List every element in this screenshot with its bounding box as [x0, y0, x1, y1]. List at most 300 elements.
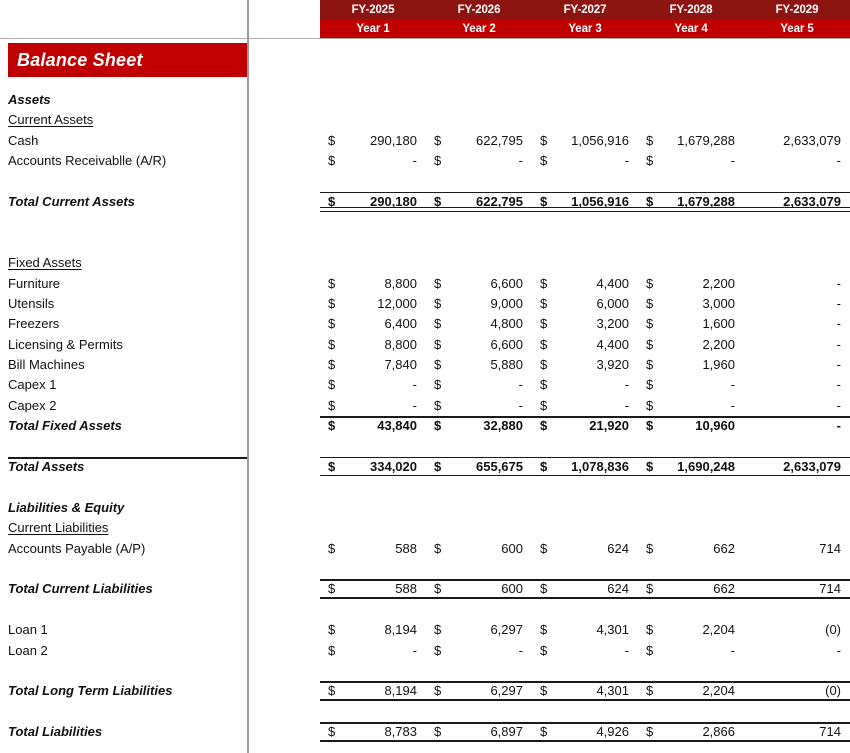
cell: [426, 681, 532, 701]
cell: [320, 396, 426, 416]
cell: [744, 192, 850, 212]
cell: [638, 274, 744, 294]
spacer-row: [0, 600, 850, 620]
row-values-total-long-term-liabilities: [320, 681, 850, 701]
cell-value: 600: [501, 581, 523, 597]
cell-value: -: [836, 418, 841, 434]
cell: [426, 314, 532, 334]
cell: [532, 681, 638, 701]
row-label-loan-1: Loan 1: [8, 622, 48, 638]
currency-symbol: $: [434, 622, 442, 638]
cell: [638, 335, 744, 355]
cell-value: -: [412, 397, 417, 413]
cell: [744, 681, 850, 701]
currency-symbol: $: [328, 622, 336, 638]
cell: [638, 375, 744, 395]
currency-symbol: $: [540, 540, 548, 556]
currency-symbol: $: [434, 275, 442, 291]
cell: [638, 396, 744, 416]
cell-value: 1,679,288: [677, 132, 735, 148]
table-row: [0, 579, 850, 599]
cell: [320, 641, 426, 661]
row-values-total-fixed-assets: [320, 416, 850, 436]
currency-symbol: $: [434, 336, 442, 352]
cell-value: -: [730, 153, 735, 169]
currency-symbol: $: [646, 581, 654, 597]
currency-symbol: $: [540, 153, 548, 169]
cell-value: 624: [607, 540, 629, 556]
header-bottom-rule: [0, 38, 850, 39]
cell: [532, 641, 638, 661]
table-row: [0, 314, 850, 334]
cell: [426, 335, 532, 355]
cell-value: -: [836, 397, 841, 413]
cell-value: 714: [819, 724, 841, 740]
cell: [320, 375, 426, 395]
currency-symbol: $: [646, 540, 654, 556]
cell-value: 3,000: [702, 295, 735, 311]
cell-value: -: [836, 295, 841, 311]
cell: [532, 620, 638, 640]
cell: [638, 416, 744, 436]
cell-value: 600: [501, 540, 523, 556]
year-column-headers: [320, 0, 850, 38]
row-label-total-fixed-assets: Total Fixed Assets: [8, 418, 122, 434]
cell: [532, 192, 638, 212]
cell-value: 2,200: [702, 275, 735, 291]
cell-value: 2,204: [702, 683, 735, 699]
currency-symbol: $: [328, 357, 336, 373]
cell-value: -: [412, 153, 417, 169]
cell: [744, 151, 850, 171]
cell: [744, 274, 850, 294]
currency-symbol: $: [434, 397, 442, 413]
table-row: [0, 294, 850, 314]
cell-value: 8,783: [384, 724, 417, 740]
cell-value: 2,633,079: [783, 132, 841, 148]
currency-symbol: $: [328, 275, 336, 291]
cell: [320, 416, 426, 436]
cell-value: 8,194: [384, 683, 417, 699]
cell: [532, 375, 638, 395]
currency-symbol: $: [646, 683, 654, 699]
cell-value: -: [412, 377, 417, 393]
cell: [320, 620, 426, 640]
currency-symbol: $: [646, 357, 654, 373]
currency-symbol: $: [434, 540, 442, 556]
row-values-total-assets: [320, 457, 850, 477]
currency-symbol: $: [646, 132, 654, 148]
cell: [532, 355, 638, 375]
currency-symbol: $: [646, 295, 654, 311]
cell: [320, 314, 426, 334]
currency-symbol: $: [328, 683, 336, 699]
row-values-accounts-receivable: [320, 151, 850, 171]
currency-symbol: $: [646, 724, 654, 740]
row-label-freezers: Freezers: [8, 316, 60, 332]
cell: [638, 539, 744, 559]
row-values-cash: [320, 131, 850, 151]
cell: [426, 722, 532, 742]
cell: [320, 131, 426, 151]
year-label-header: Year 3: [568, 22, 602, 35]
cell-value: 2,866: [702, 724, 735, 740]
year-label-header: Year 4: [674, 22, 708, 35]
currency-symbol: $: [434, 153, 442, 169]
cell: [638, 641, 744, 661]
spacer-row: [0, 477, 850, 497]
cell-value: 8,800: [384, 275, 417, 291]
currency-symbol: $: [328, 377, 336, 393]
cell-value: -: [518, 397, 523, 413]
spacer-row: [0, 172, 850, 192]
currency-symbol: $: [646, 193, 654, 209]
cell: [744, 375, 850, 395]
row-values-licensing-permits: [320, 335, 850, 355]
cell-value: 4,301: [596, 683, 629, 699]
spacer-row: [0, 437, 850, 457]
currency-symbol: $: [328, 642, 336, 658]
currency-symbol: $: [328, 316, 336, 332]
cell: [426, 579, 532, 599]
currency-symbol: $: [434, 581, 442, 597]
cell: [532, 396, 638, 416]
table-row: [0, 416, 850, 436]
cell-value: -: [836, 357, 841, 373]
cell-value: -: [730, 397, 735, 413]
currency-symbol: $: [328, 459, 336, 475]
cell-value: 290,180: [370, 193, 417, 209]
cell-value: 4,400: [596, 275, 629, 291]
cell-value: 4,926: [596, 724, 629, 740]
currency-symbol: $: [646, 275, 654, 291]
cell: [320, 722, 426, 742]
currency-symbol: $: [540, 377, 548, 393]
cell: [638, 457, 744, 477]
table-row: [0, 192, 850, 212]
cell: [532, 722, 638, 742]
cell-value: -: [412, 642, 417, 658]
currency-symbol: $: [540, 275, 548, 291]
currency-symbol: $: [328, 540, 336, 556]
currency-symbol: $: [540, 459, 548, 475]
cell: [532, 274, 638, 294]
cell: [744, 579, 850, 599]
currency-symbol: $: [434, 459, 442, 475]
cell-value: 12,000: [377, 295, 417, 311]
cell: [532, 131, 638, 151]
row-label-total-long-term-liabilities: Total Long Term Liabilities: [8, 683, 173, 699]
cell-value: 6,600: [490, 336, 523, 352]
cell: [744, 335, 850, 355]
table-row: [0, 375, 850, 395]
cell-value: 10,960: [695, 418, 735, 434]
row-values-freezers: [320, 314, 850, 334]
cell: [532, 539, 638, 559]
row-label-total-current-liabilities: Total Current Liabilities: [8, 581, 153, 597]
cell-value: 334,020: [370, 459, 417, 475]
cell: [320, 192, 426, 212]
currency-symbol: $: [434, 418, 442, 434]
cell-value: 714: [819, 540, 841, 556]
row-label-total-current-assets: Total Current Assets: [8, 193, 135, 209]
currency-symbol: $: [434, 132, 442, 148]
cell: [744, 539, 850, 559]
row-label-current-liabilities: Current Liabilities: [8, 520, 109, 536]
cell: [532, 335, 638, 355]
cell-value: 21,920: [589, 418, 629, 434]
cell-value: 9,000: [490, 295, 523, 311]
cell-value: 622,795: [476, 132, 523, 148]
cell-value: 1,679,288: [677, 193, 735, 209]
cell: [426, 416, 532, 436]
cell: [320, 294, 426, 314]
currency-symbol: $: [328, 295, 336, 311]
row-values-capex-1: [320, 375, 850, 395]
cell: [744, 457, 850, 477]
cell-value: 6,000: [596, 295, 629, 311]
cell: [638, 722, 744, 742]
cell-value: -: [624, 642, 629, 658]
cell-value: 6,897: [490, 724, 523, 740]
cell-value: 4,800: [490, 316, 523, 332]
cell-value: -: [730, 377, 735, 393]
currency-symbol: $: [328, 724, 336, 740]
table-row: [0, 539, 850, 559]
table-row: [0, 335, 850, 355]
cell: [638, 681, 744, 701]
cell-value: -: [730, 642, 735, 658]
currency-symbol: $: [328, 397, 336, 413]
cell-value: 624: [607, 581, 629, 597]
row-values-total-current-assets: [320, 192, 850, 212]
fiscal-year-header: FY-2029: [775, 3, 819, 16]
cell-value: -: [624, 377, 629, 393]
cell-value: 7,840: [384, 357, 417, 373]
currency-symbol: $: [540, 683, 548, 699]
cell-value: -: [624, 153, 629, 169]
cell: [426, 457, 532, 477]
cell-value: 1,690,248: [677, 459, 735, 475]
cell: [320, 579, 426, 599]
fiscal-year-header: FY-2027: [563, 3, 607, 16]
cell: [532, 457, 638, 477]
currency-symbol: $: [540, 581, 548, 597]
row-label-assets: Assets: [8, 91, 51, 107]
cell-value: 6,297: [490, 622, 523, 638]
cell-value: -: [836, 275, 841, 291]
currency-symbol: $: [434, 295, 442, 311]
row-values-utensils: [320, 294, 850, 314]
table-row: [0, 274, 850, 294]
cell: [320, 457, 426, 477]
currency-symbol: $: [646, 622, 654, 638]
cell: [744, 131, 850, 151]
cell: [532, 579, 638, 599]
currency-symbol: $: [434, 683, 442, 699]
cell-value: 8,194: [384, 622, 417, 638]
row-label-licensing-permits: Licensing & Permits: [8, 336, 123, 352]
cell-value: 1,056,916: [571, 193, 629, 209]
cell: [744, 314, 850, 334]
page-title: Balance Sheet: [17, 49, 143, 70]
cell: [638, 355, 744, 375]
cell: [532, 314, 638, 334]
cell: [532, 151, 638, 171]
row-label-accounts-payable: Accounts Payable (A/P): [8, 540, 146, 556]
cell-value: 1,600: [702, 316, 735, 332]
currency-symbol: $: [434, 377, 442, 393]
table-row: [0, 253, 850, 273]
row-values-total-liabilities: [320, 722, 850, 742]
cell: [426, 396, 532, 416]
row-values-loan-2: [320, 641, 850, 661]
cell: [320, 274, 426, 294]
cell-value: -: [836, 642, 841, 658]
row-label-cash: Cash: [8, 132, 39, 148]
cell: [426, 375, 532, 395]
fiscal-year-header: FY-2028: [669, 3, 713, 16]
row-label-total-liabilities: Total Liabilities: [8, 724, 103, 740]
table-row: [0, 722, 850, 742]
row-values-loan-1: [320, 620, 850, 640]
cell: [426, 641, 532, 661]
table-row: [0, 131, 850, 151]
cell-value: 6,400: [384, 316, 417, 332]
table-row: [0, 396, 850, 416]
table-row: [0, 355, 850, 375]
sheet-title-bar: [8, 43, 247, 77]
row-values-accounts-payable: [320, 539, 850, 559]
cell: [532, 416, 638, 436]
cell-value: 622,795: [476, 193, 523, 209]
cell-value: (0): [825, 622, 841, 638]
cell: [426, 620, 532, 640]
cell-value: -: [836, 316, 841, 332]
cell: [320, 539, 426, 559]
cell: [426, 355, 532, 375]
cell: [320, 681, 426, 701]
fiscal-year-header: FY-2026: [457, 3, 501, 16]
currency-symbol: $: [540, 316, 548, 332]
cell-value: 2,633,079: [783, 193, 841, 209]
currency-symbol: $: [328, 193, 336, 209]
cell: [426, 131, 532, 151]
currency-symbol: $: [434, 724, 442, 740]
spacer-row: [0, 702, 850, 722]
row-label-bill-machines: Bill Machines: [8, 357, 85, 373]
cell-value: 5,880: [490, 357, 523, 373]
row-values-furniture: [320, 274, 850, 294]
table-row: [0, 90, 850, 110]
cell: [426, 192, 532, 212]
cell-value: -: [836, 336, 841, 352]
table-row: [0, 681, 850, 701]
currency-symbol: $: [328, 132, 336, 148]
table-row: [0, 518, 850, 538]
cell: [638, 620, 744, 640]
row-label-accounts-receivable: Accounts Receivablle (A/R): [8, 153, 167, 169]
cell: [426, 274, 532, 294]
year-label-header-row: [320, 19, 850, 38]
currency-symbol: $: [434, 642, 442, 658]
cell: [532, 294, 638, 314]
cell-value: -: [836, 153, 841, 169]
cell-value: 43,840: [377, 418, 417, 434]
cell-value: -: [518, 153, 523, 169]
cell-value: 2,200: [702, 336, 735, 352]
cell-value: 32,880: [483, 418, 523, 434]
table-row: [0, 641, 850, 661]
table-row: [0, 457, 850, 477]
cell-value: 3,920: [596, 357, 629, 373]
cell: [320, 355, 426, 375]
spacer-row: [0, 559, 850, 579]
cell: [320, 335, 426, 355]
cell-value: (0): [825, 683, 841, 699]
cell: [638, 192, 744, 212]
cell: [744, 396, 850, 416]
table-row: [0, 620, 850, 640]
currency-symbol: $: [646, 397, 654, 413]
cell-value: 6,600: [490, 275, 523, 291]
cell-value: -: [518, 377, 523, 393]
cell: [426, 151, 532, 171]
row-values-bill-machines: [320, 355, 850, 375]
row-label-liabilities-equity: Liabilities & Equity: [8, 499, 125, 515]
fiscal-year-header: FY-2025: [351, 3, 395, 16]
cell-value: 6,297: [490, 683, 523, 699]
cell-value: 4,301: [596, 622, 629, 638]
currency-symbol: $: [646, 377, 654, 393]
row-label-current-assets: Current Assets: [8, 112, 94, 128]
cell-value: 588: [395, 581, 417, 597]
cell-value: 1,078,836: [571, 459, 629, 475]
balance-sheet-rows: [0, 90, 850, 743]
cell-value: 8,800: [384, 336, 417, 352]
row-values-total-current-liabilities: [320, 579, 850, 599]
table-row: [0, 151, 850, 171]
cell: [744, 294, 850, 314]
cell: [426, 539, 532, 559]
currency-symbol: $: [646, 316, 654, 332]
row-label-furniture: Furniture: [8, 275, 61, 291]
currency-symbol: $: [540, 357, 548, 373]
row-values-capex-2: [320, 396, 850, 416]
currency-symbol: $: [434, 193, 442, 209]
cell-value: 1,960: [702, 357, 735, 373]
currency-symbol: $: [434, 357, 442, 373]
cell-value: 588: [395, 540, 417, 556]
currency-symbol: $: [646, 336, 654, 352]
year-label-header: Year 2: [462, 22, 496, 35]
cell: [744, 416, 850, 436]
cell-value: 655,675: [476, 459, 523, 475]
cell: [638, 314, 744, 334]
cell-value: -: [518, 642, 523, 658]
cell: [744, 641, 850, 661]
currency-symbol: $: [646, 459, 654, 475]
cell-value: 3,200: [596, 316, 629, 332]
currency-symbol: $: [540, 336, 548, 352]
row-label-utensils: Utensils: [8, 295, 55, 311]
cell-value: -: [624, 397, 629, 413]
spacer-row: [0, 661, 850, 681]
cell: [638, 131, 744, 151]
currency-symbol: $: [540, 193, 548, 209]
currency-symbol: $: [646, 642, 654, 658]
currency-symbol: $: [434, 316, 442, 332]
